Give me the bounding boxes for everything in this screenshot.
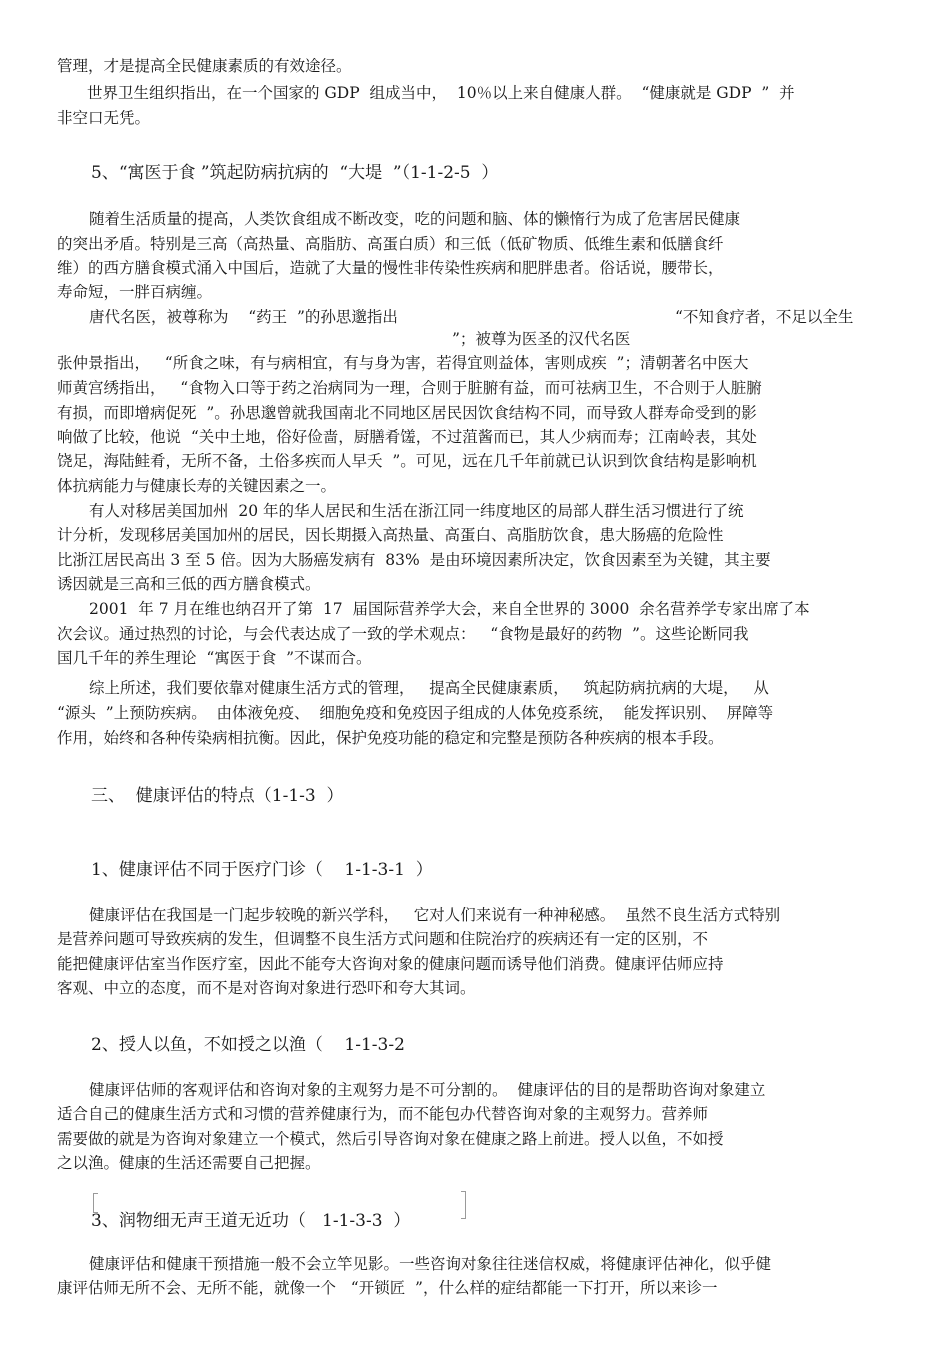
paragraph-line: 寿命短，一胖百病缠。 <box>57 283 213 301</box>
section-heading-5: 5、“寓医于食 ”筑起防病抗病的 “大堤 ”（1-1-2-5 ） <box>91 163 499 183</box>
paragraph-line: 比浙江居民高出 3 至 5 倍。因为大肠癌发病有 83% 是由环境因素所决定，饮食因素至为关键，其主要 <box>57 551 771 569</box>
paragraph-line: 次会议。通过热烈的讨论，与会代表达成了一致的学术观点： “食物是最好的药物 ”。这些论断同我 <box>57 625 749 643</box>
paragraph-line: 综上所述，我们要依靠对健康生活方式的管理， 提高全民健康素质， 筑起防病抗病的大堤， 从 <box>89 679 769 697</box>
paragraph-line: 非空口无凭。 <box>57 109 151 127</box>
frame-mark-right <box>461 1191 466 1219</box>
paragraph-line: ”；被尊为医圣的汉代名医 <box>452 330 631 348</box>
paragraph-line: 健康评估在我国是一门起步较晚的新兴学科， 它对人们来说有一种神秘感。 虽然不良生活方式特别 <box>89 906 781 924</box>
subsection-heading-2: 2、授人以鱼，不如授之以渔（ 1-1-3-2 <box>91 1035 405 1055</box>
paragraph-line: 唐代名医，被尊称为 “药王 ”的孙思邈指出 <box>89 308 398 326</box>
paragraph-line: 响做了比较，他说 “关中土地，俗好俭啬，厨膳肴馐，不过菹酱而已，其人少病而寿；江南岭表，其处 <box>57 428 757 446</box>
subsection-heading-3: 3、润物细无声王道无近功（ 1-1-3-3 ） <box>91 1211 411 1231</box>
paragraph-line: “源头 ”上预防疾病。 由体液免疫、 细胞免疫和免疫因子组成的人体免疫系统， 能发挥识别、 屏障等 <box>57 704 774 722</box>
paragraph-line: 客观、中立的态度，而不是对咨询对象进行恐吓和夸大其词。 <box>57 979 476 997</box>
paragraph-line: 作用，始终和各种传染病相抗衡。因此，保护免疫功能的稳定和完整是预防各种疾病的根本手段。 <box>57 729 724 747</box>
paragraph-line: 师黄宫绣指出， “食物入口等于药之治病同为一理，合则于脏腑有益，而可祛病卫生，不合则于人脏腑 <box>57 379 762 397</box>
paragraph-line: 维）的西方膳食模式涌入中国后，造就了大量的慢性非传染性疾病和肥胖患者。俗话说，腰带长， <box>57 259 724 277</box>
paragraph-line: 诱因就是三高和三低的西方膳食模式。 <box>57 575 321 593</box>
paragraph-line: 饶足，海陆鲑肴，无所不备，土俗多疾而人早夭 ”。可见，远在几千年前就已认识到饮食结构是影响机 <box>57 452 757 470</box>
paragraph-line: 之以渔。健康的生活还需要自己把握。 <box>57 1154 321 1172</box>
paragraph-line: 健康评估师的客观评估和咨询对象的主观努力是不可分割的。 健康评估的目的是帮助咨询对象建立 <box>89 1081 766 1099</box>
paragraph-line: 健康评估和健康干预措施一般不会立竿见影。一些咨询对象往往迷信权威，将健康评估神化，似乎健 <box>89 1255 772 1273</box>
paragraph-line: 世界卫生组织指出，在一个国家的 GDP 组成当中， 10％以上来自健康人群。 “健康就是 GDP ” 并 <box>87 84 795 102</box>
paragraph-line: 国几千年的养生理论 “寓医于食 ”不谋而合。 <box>57 649 372 667</box>
subsection-heading-1: 1、健康评估不同于医疗门诊（ 1-1-3-1 ） <box>91 860 433 880</box>
paragraph-line: 的突出矛盾。特别是三高（高热量、高脂肪、高蛋白质）和三低（低矿物质、低维生素和低膳食纤 <box>57 235 724 253</box>
paragraph-line: 有人对移居美国加州 20 年的华人居民和生活在浙江同一纬度地区的局部人群生活习惯进行了统 <box>89 502 744 520</box>
paragraph-line: 计分析，发现移居美国加州的居民，因长期摄入高热量、高蛋白、高脂肪饮食，患大肠癌的危险性 <box>57 526 724 544</box>
paragraph-line: 适合自己的健康生活方式和习惯的营养健康行为，而不能包办代替咨询对象的主观努力。营养师 <box>57 1105 709 1123</box>
frame-mark-left <box>93 1193 98 1213</box>
paragraph-line: 能把健康评估室当作医疗室，因此不能夸大咨询对象的健康问题而诱导他们消费。健康评估师应持 <box>57 955 724 973</box>
paragraph-line: 有损，而即增病促死 ”。孙思邈曾就我国南北不同地区居民因饮食结构不同，而导致人群寿命受到的影 <box>57 404 757 422</box>
paragraph-line: 康评估师无所不会、无所不能，就像一个 “开锁匠 ”，什么样的症结都能一下打开，所以来诊一 <box>57 1279 718 1297</box>
paragraph-line: 是营养问题可导致疾病的发生，但调整不良生活方式问题和住院治疗的疾病还有一定的区别，不 <box>57 930 709 948</box>
section-heading-3: 三、 健康评估的特点（1-1-3 ） <box>91 786 344 806</box>
paragraph-line: “不知食疗者，不足以全生 <box>675 308 854 326</box>
paragraph-line: 张仲景指出， “所食之味，有与病相宜，有与身为害，若得宜则益体，害则成疾 ”；清朝著名中医大 <box>57 354 749 372</box>
paragraph-line: 2001 年 7 月在维也纳召开了第 17 届国际营养学大会，来自全世界的 3000 余名营养学专家出席了本 <box>89 600 810 618</box>
paragraph-line: 需要做的就是为咨询对象建立一个模式，然后引导咨询对象在健康之路上前进。授人以鱼，不如授 <box>57 1130 724 1148</box>
paragraph-line: 体抗病能力与健康长寿的关键因素之一。 <box>57 477 337 495</box>
paragraph-line: 随着生活质量的提高，人类饮食组成不断改变，吃的问题和脑、体的懒惰行为成了危害居民健康 <box>89 210 741 228</box>
paragraph-line: 管理，才是提高全民健康素质的有效途径。 <box>57 57 352 75</box>
